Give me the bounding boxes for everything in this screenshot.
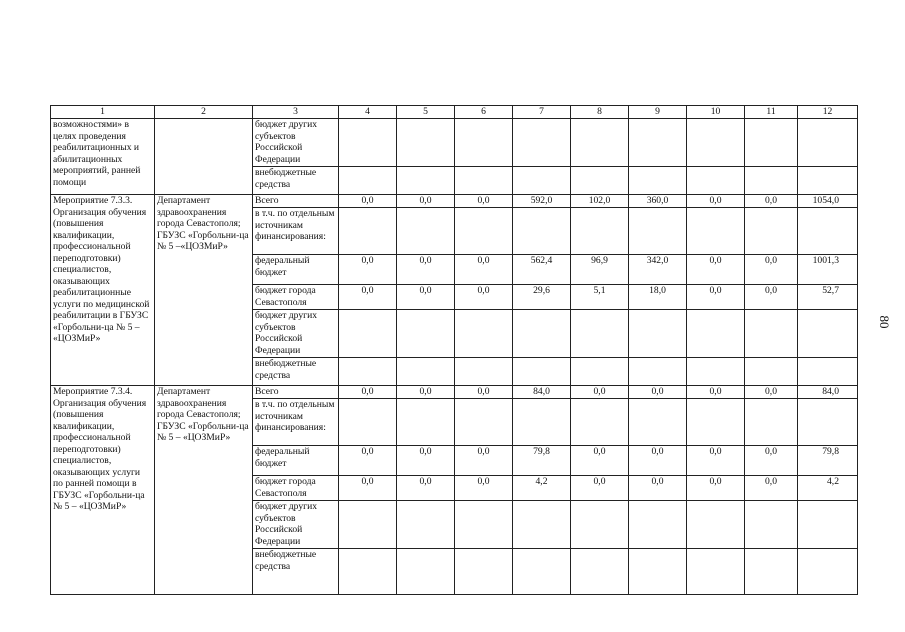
value-cell: 79,8	[513, 446, 571, 476]
value-cell	[455, 501, 513, 549]
value-cell: 0,0	[745, 285, 798, 310]
funding-source-label: бюджет города Севастополя	[253, 476, 339, 501]
value-cell: 29,6	[513, 285, 571, 310]
funding-source-label: в т.ч. по отдельным источникам финансирования:	[253, 208, 339, 255]
value-cell: 0,0	[687, 476, 745, 501]
funding-source-label: бюджет других субъектов Российской Федерации	[253, 310, 339, 358]
value-cell: 0,0	[571, 446, 629, 476]
value-cell: 0,0	[397, 255, 455, 285]
value-cell: 562,4	[513, 255, 571, 285]
value-cell: 0,0	[455, 476, 513, 501]
funding-source-label: внебюджетные средства	[253, 549, 339, 595]
value-cell	[513, 208, 571, 255]
value-cell	[455, 358, 513, 386]
value-cell	[687, 310, 745, 358]
executor: Департамент здравоохранения города Севастополя; ГБУЗС «Горбольни-ца № 5 – «ЦОЗМиР»	[155, 386, 253, 595]
value-cell	[397, 167, 455, 195]
funding-source-label: бюджет других субъектов Российской Федерации	[253, 501, 339, 549]
value-cell	[571, 501, 629, 549]
value-cell	[798, 399, 858, 446]
value-cell	[455, 399, 513, 446]
value-cell	[571, 310, 629, 358]
value-cell	[455, 167, 513, 195]
column-number-11: 11	[745, 106, 798, 119]
value-cell	[629, 119, 687, 167]
column-number-1: 1	[51, 106, 155, 119]
value-cell	[513, 358, 571, 386]
value-cell: 96,9	[571, 255, 629, 285]
value-cell	[798, 167, 858, 195]
executor	[155, 119, 253, 195]
value-cell: 342,0	[629, 255, 687, 285]
value-cell	[798, 358, 858, 386]
measure-name: возможностями» в целях проведения реабилитационных и абилитационных мероприятий, ранней помощи	[51, 119, 155, 195]
value-cell	[339, 208, 397, 255]
column-number-4: 4	[339, 106, 397, 119]
value-cell	[745, 310, 798, 358]
value-cell: 5,1	[571, 285, 629, 310]
column-number-2: 2	[155, 106, 253, 119]
value-cell	[629, 167, 687, 195]
value-cell	[513, 310, 571, 358]
table-row	[51, 386, 858, 399]
value-cell	[687, 399, 745, 446]
value-cell: 0,0	[629, 386, 687, 399]
value-cell	[687, 119, 745, 167]
value-cell	[629, 208, 687, 255]
value-cell: 0,0	[455, 195, 513, 208]
value-cell: 52,7	[798, 285, 858, 310]
value-cell: 18,0	[629, 285, 687, 310]
table-row	[51, 195, 858, 208]
column-number-10: 10	[687, 106, 745, 119]
value-cell	[571, 399, 629, 446]
financing-table	[50, 105, 858, 595]
funding-source-label: внебюджетные средства	[253, 358, 339, 386]
value-cell	[397, 310, 455, 358]
measure-name: Мероприятие 7.3.3. Организация обучения (повышения квалификации, профессиональной переподготовки) специалистов, оказывающих реабилитационные услуги по медицинской реабилитации в ГБУЗС «Горбольни-ца № 5 – «ЦОЗМиР»	[51, 195, 155, 386]
funding-source-label: федеральный бюджет	[253, 255, 339, 285]
value-cell	[339, 167, 397, 195]
value-cell	[745, 501, 798, 549]
value-cell	[745, 208, 798, 255]
funding-source-label: бюджет других субъектов Российской Федерации	[253, 119, 339, 167]
value-cell: 0,0	[571, 476, 629, 501]
value-cell: 360,0	[629, 195, 687, 208]
value-cell: 84,0	[798, 386, 858, 399]
value-cell	[798, 549, 858, 595]
value-cell: 0,0	[687, 195, 745, 208]
column-number-12: 12	[798, 106, 858, 119]
value-cell	[339, 549, 397, 595]
value-cell	[687, 358, 745, 386]
value-cell	[339, 399, 397, 446]
value-cell: 0,0	[397, 285, 455, 310]
value-cell	[397, 549, 455, 595]
value-cell: 0,0	[629, 476, 687, 501]
value-cell: 0,0	[397, 386, 455, 399]
value-cell	[455, 208, 513, 255]
value-cell	[397, 501, 455, 549]
value-cell	[629, 399, 687, 446]
value-cell	[745, 399, 798, 446]
column-number-3: 3	[253, 106, 339, 119]
value-cell: 0,0	[339, 195, 397, 208]
value-cell	[798, 208, 858, 255]
value-cell: 0,0	[397, 446, 455, 476]
funding-source-label: в т.ч. по отдельным источникам финансирования:	[253, 399, 339, 446]
value-cell	[745, 167, 798, 195]
value-cell	[629, 358, 687, 386]
value-cell: 0,0	[745, 476, 798, 501]
value-cell: 0,0	[687, 386, 745, 399]
value-cell: 84,0	[513, 386, 571, 399]
value-cell: 592,0	[513, 195, 571, 208]
value-cell	[798, 310, 858, 358]
value-cell	[339, 501, 397, 549]
value-cell	[571, 119, 629, 167]
value-cell	[571, 549, 629, 595]
value-cell: 0,0	[687, 285, 745, 310]
value-cell: 4,2	[798, 476, 858, 501]
header-row	[51, 106, 858, 119]
value-cell: 0,0	[455, 285, 513, 310]
value-cell: 0,0	[339, 386, 397, 399]
value-cell	[513, 167, 571, 195]
value-cell: 4,2	[513, 476, 571, 501]
value-cell	[339, 310, 397, 358]
value-cell: 1001,3	[798, 255, 858, 285]
column-number-5: 5	[397, 106, 455, 119]
page-number: 80	[877, 315, 892, 329]
value-cell: 1054,0	[798, 195, 858, 208]
value-cell: 0,0	[571, 386, 629, 399]
value-cell	[397, 119, 455, 167]
column-number-6: 6	[455, 106, 513, 119]
value-cell	[745, 119, 798, 167]
value-cell: 0,0	[397, 476, 455, 501]
value-cell: 0,0	[745, 446, 798, 476]
value-cell: 0,0	[687, 255, 745, 285]
funding-source-label: Всего	[253, 195, 339, 208]
value-cell	[397, 399, 455, 446]
value-cell: 0,0	[455, 386, 513, 399]
value-cell	[798, 501, 858, 549]
value-cell	[687, 208, 745, 255]
value-cell: 0,0	[339, 446, 397, 476]
value-cell: 0,0	[455, 255, 513, 285]
value-cell: 79,8	[798, 446, 858, 476]
value-cell: 0,0	[455, 446, 513, 476]
value-cell	[455, 310, 513, 358]
value-cell	[455, 549, 513, 595]
executor: Департамент здравоохранения города Севастополя; ГБУЗС «Горбольни-ца № 5 –«ЦОЗМиР»	[155, 195, 253, 386]
value-cell	[339, 358, 397, 386]
value-cell: 0,0	[745, 386, 798, 399]
column-number-9: 9	[629, 106, 687, 119]
column-number-8: 8	[571, 106, 629, 119]
value-cell: 0,0	[397, 195, 455, 208]
value-cell	[629, 549, 687, 595]
value-cell	[629, 501, 687, 549]
value-cell	[745, 358, 798, 386]
measure-name: Мероприятие 7.3.4. Организация обучения (повышения квалификации, профессиональной переподготовки) специалистов, оказывающих услуги по ранней помощи в ГБУЗС «Горбольни-ца № 5 – «ЦОЗМиР»	[51, 386, 155, 595]
value-cell	[745, 549, 798, 595]
value-cell	[339, 119, 397, 167]
value-cell	[798, 119, 858, 167]
value-cell	[397, 358, 455, 386]
value-cell	[687, 167, 745, 195]
value-cell	[455, 119, 513, 167]
value-cell	[571, 167, 629, 195]
value-cell	[687, 549, 745, 595]
funding-source-label: федеральный бюджет	[253, 446, 339, 476]
column-number-7: 7	[513, 106, 571, 119]
value-cell: 0,0	[339, 476, 397, 501]
value-cell: 102,0	[571, 195, 629, 208]
value-cell: 0,0	[687, 446, 745, 476]
value-cell: 0,0	[745, 255, 798, 285]
value-cell	[629, 310, 687, 358]
funding-source-label: бюджет города Севастополя	[253, 285, 339, 310]
value-cell	[513, 549, 571, 595]
funding-source-label: внебюджетные средства	[253, 167, 339, 195]
value-cell: 0,0	[339, 255, 397, 285]
table-row	[51, 119, 858, 167]
value-cell: 0,0	[629, 446, 687, 476]
value-cell	[687, 501, 745, 549]
value-cell	[513, 119, 571, 167]
value-cell: 0,0	[745, 195, 798, 208]
value-cell: 0,0	[339, 285, 397, 310]
value-cell	[397, 208, 455, 255]
funding-source-label: Всего	[253, 386, 339, 399]
value-cell	[513, 501, 571, 549]
value-cell	[571, 358, 629, 386]
value-cell	[513, 399, 571, 446]
value-cell	[571, 208, 629, 255]
